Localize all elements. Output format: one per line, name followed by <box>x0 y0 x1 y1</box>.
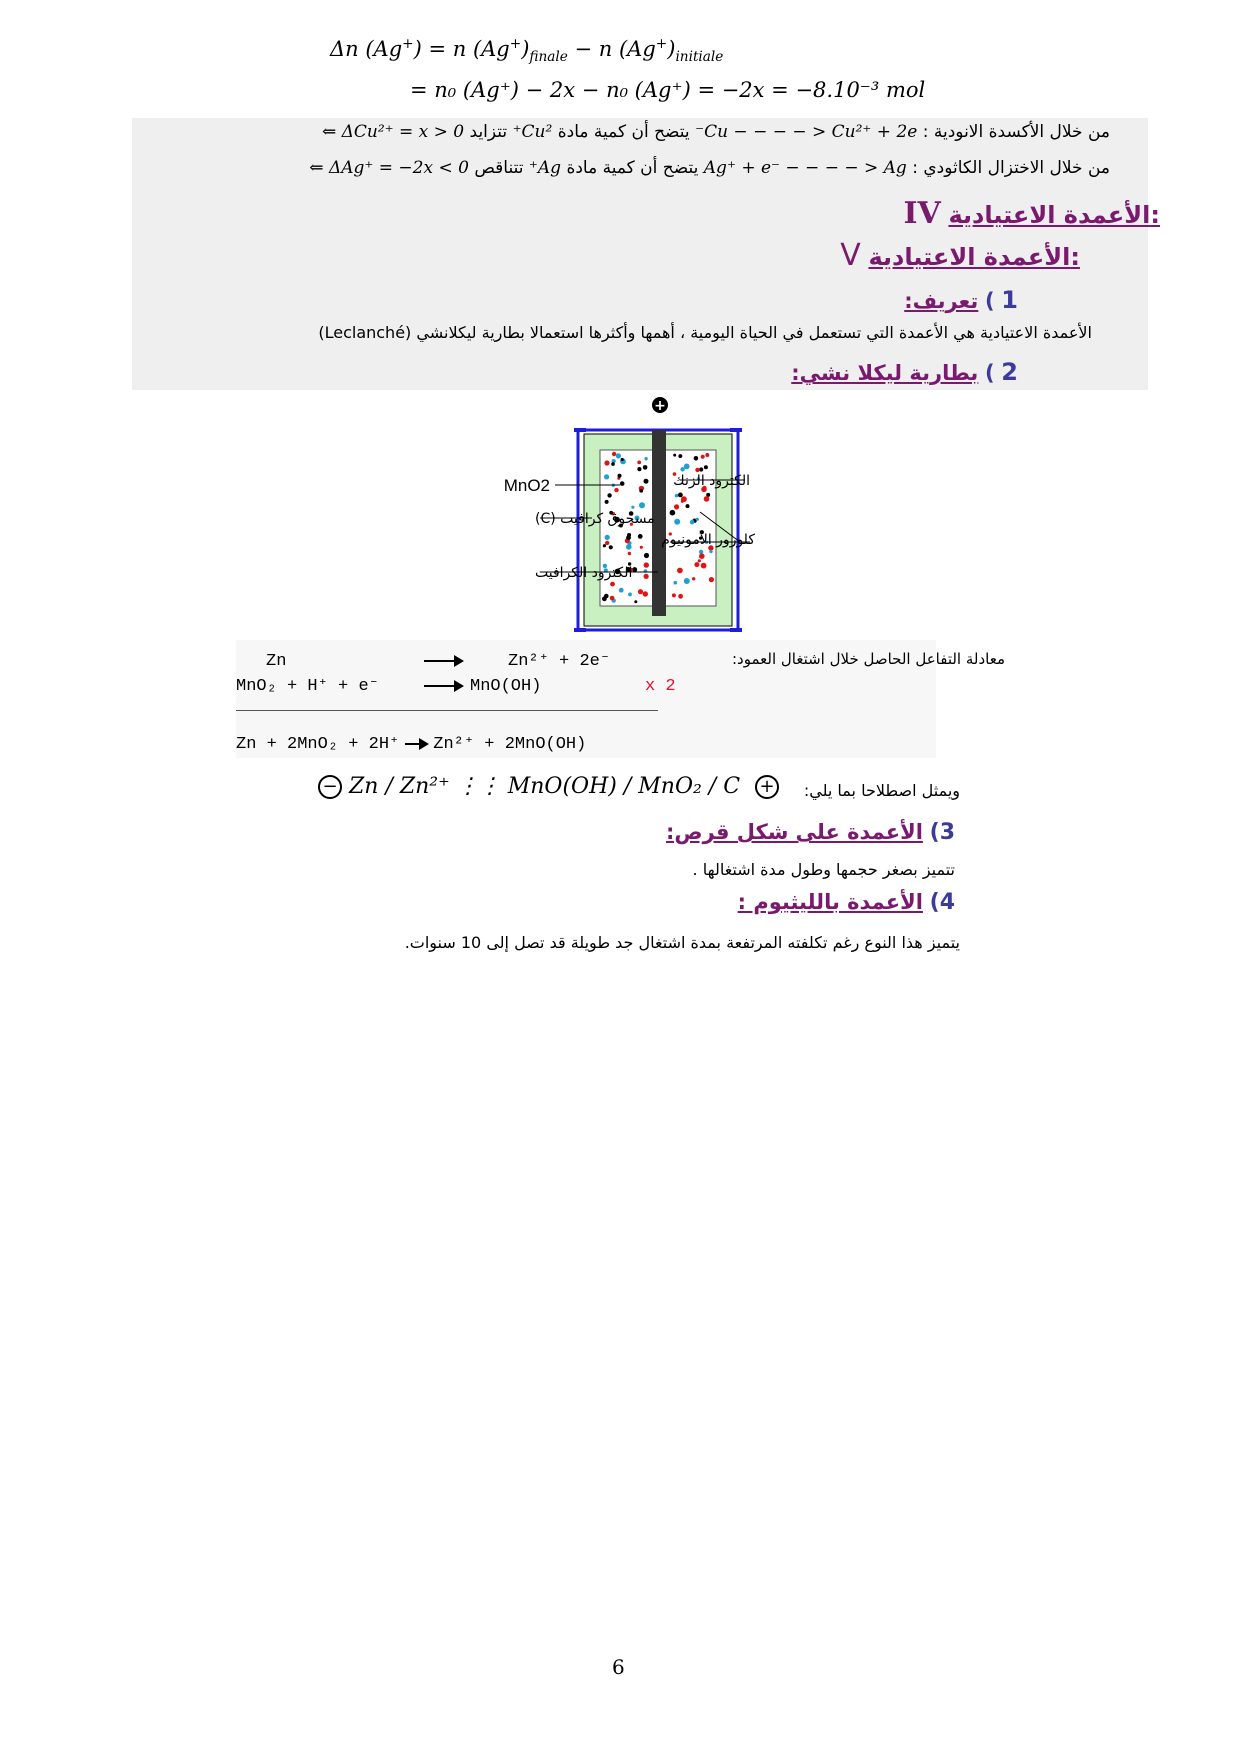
particle <box>628 593 632 597</box>
particle <box>604 474 609 479</box>
total-arrow <box>405 743 427 745</box>
eq2-left: MnO₂ + H⁺ + e⁻ <box>236 677 379 696</box>
delta-n-ag-line1 <box>330 36 723 65</box>
sub2-heading <box>791 358 1018 386</box>
sup-plus: + <box>402 36 414 52</box>
particle <box>626 535 631 540</box>
sub1-num: 1 <box>1001 286 1018 314</box>
total-right: Zn²⁺ + 2MnO(OH) <box>433 735 587 754</box>
particle <box>696 518 699 521</box>
particle <box>640 546 643 549</box>
sub1-title: تعريف: <box>904 289 979 313</box>
particle <box>709 550 712 553</box>
particle <box>602 596 607 601</box>
particle <box>620 481 625 486</box>
particle <box>695 468 699 472</box>
eq2-right: MnO(OH) <box>470 677 542 696</box>
particle <box>638 534 643 539</box>
particle <box>677 568 683 574</box>
particle <box>674 504 679 509</box>
particle <box>705 453 709 457</box>
sub3-text: تتميز بصغر حجمها وطول مدة اشتغالها . <box>692 860 955 879</box>
particle <box>621 458 624 461</box>
particle <box>690 520 695 525</box>
particle <box>639 502 645 508</box>
plus-terminal-label: + <box>654 398 666 414</box>
sup-plus: + <box>655 36 668 52</box>
page-number: 6 <box>612 1655 625 1679</box>
total-left: Zn + 2MnO₂ + 2H⁺ <box>236 735 400 754</box>
section-v-heading <box>840 238 1080 273</box>
eq1-left: Zn <box>266 652 287 671</box>
particle <box>634 600 637 603</box>
casing-corner <box>574 428 586 432</box>
particle <box>644 553 649 558</box>
label-ammonium-chloride: كلورور الأمونيوم <box>661 532 755 548</box>
sub1-paren: ) <box>985 289 995 313</box>
plus-circle-icon: + <box>755 775 779 799</box>
label-zinc-electrode: الكترود الزنك <box>673 473 750 489</box>
particle <box>694 456 699 461</box>
oxidation-line <box>322 122 1110 142</box>
particle <box>684 464 690 470</box>
sub3-num-text: 3 <box>939 820 955 845</box>
label-graphite-electrode: الكترود الكرافيت <box>535 565 633 581</box>
sub2-title: بطارية ليكلا نشي: <box>791 361 979 385</box>
line1-part: ) <box>667 37 676 62</box>
particle <box>678 493 683 498</box>
eq1-arrow <box>424 660 462 662</box>
line1-part: ) = n (Ag <box>413 37 510 62</box>
sub4-num: 4) <box>929 890 955 915</box>
battery-svg <box>330 392 930 682</box>
sub3-num: 3) <box>929 820 955 845</box>
sub4-text: يتميز هذا النوع رغم تكلفته المرتفعة بمدة اشتغال جد طويلة قد تصل إلى 10 سنوات. <box>404 933 960 952</box>
particle <box>678 455 681 458</box>
particle <box>637 461 641 465</box>
sup-plus: + <box>509 36 522 52</box>
oxidation-reaction: Cu − − − − > Cu²⁺ + 2e⁻ <box>695 122 918 142</box>
particle <box>616 453 621 458</box>
section-iv-title: الأعمدة الاعتيادية: <box>948 201 1160 229</box>
reduction-label2: يتضح أن كمية مادة <box>566 158 699 178</box>
particle <box>701 563 707 569</box>
definition-text: الأعمدة الاعتيادية هي الأعمدة التي تستعمل في الحياة اليومية ، أهمها وأكثرها استعمالا بطارية ليكلانشي (Leclanché) <box>318 323 1092 342</box>
section-iv-heading <box>903 196 1160 231</box>
particle <box>603 544 606 547</box>
oxidation-result: ΔCu²⁺ = x > 0 ⇐ <box>321 122 465 142</box>
particle <box>644 457 647 460</box>
particle <box>674 581 678 585</box>
particle <box>684 578 690 584</box>
particle <box>698 559 701 562</box>
casing-corner <box>730 628 742 632</box>
particle <box>699 467 703 471</box>
particle <box>686 504 690 508</box>
casing-corner <box>730 428 742 432</box>
equation-total <box>236 733 586 754</box>
label-mno2: MnO2 <box>503 476 550 495</box>
particle <box>678 594 683 599</box>
particle <box>628 552 631 555</box>
oxidation-species: Cu²⁺ <box>512 122 553 142</box>
section-v-title: الأعمدة الاعتيادية: <box>868 243 1080 271</box>
particle <box>610 596 615 601</box>
particle <box>611 462 615 466</box>
sub2-num: 2 <box>1001 358 1018 386</box>
particle <box>607 493 611 497</box>
reduction-label3: تتناقص <box>474 158 524 178</box>
label-graphite-powder: مسحوق كرافيت (C) <box>535 511 655 527</box>
particle <box>619 588 624 593</box>
equation-intro: معادلة التفاعل الحاصل خلال اشتغال العمود: <box>731 650 1005 668</box>
particle <box>672 593 676 597</box>
reduction-result: ΔAg⁺ = −2x < 0 ⇐ <box>309 158 469 178</box>
particle <box>704 465 708 469</box>
sub4-title: الأعمدة بالليثيوم : <box>737 890 923 914</box>
particle <box>614 488 618 492</box>
particle <box>692 577 695 580</box>
line1-part: Δn (Ag <box>330 37 403 62</box>
eq2-factor: x 2 <box>645 677 676 696</box>
eq1-right: Zn²⁺ + 2e⁻ <box>508 652 611 671</box>
equation-2 <box>236 675 676 696</box>
sub4-num-text: 4 <box>939 890 955 915</box>
line1-part: − n (Ag <box>567 37 656 62</box>
equation-divider <box>236 710 658 711</box>
minus-circle-icon: − <box>318 775 342 799</box>
notation-line <box>318 774 779 799</box>
particle <box>604 460 609 465</box>
oxidation-label: من خلال الأكسدة الانودية : <box>922 122 1110 142</box>
particle <box>681 500 684 503</box>
sub3-heading <box>666 820 955 845</box>
particle <box>701 455 705 459</box>
particle <box>670 510 676 516</box>
particle <box>643 591 648 596</box>
notation-formula: Zn / Zn²⁺ ⋮⋮ MnO(OH) / MnO₂ / C <box>349 774 741 799</box>
delta-n-ag-line2: = n₀ (Ag⁺) − 2x − n₀ (Ag⁺) = −2x = −8.10⁻³ mol <box>410 78 926 102</box>
reduction-species: Ag⁺ <box>528 158 562 178</box>
particle <box>605 535 610 540</box>
sub3-title: الأعمدة على شكل قرص: <box>665 820 923 844</box>
line1-part: ) <box>521 37 530 62</box>
particle <box>674 519 680 525</box>
particle <box>644 562 649 567</box>
particle <box>631 506 634 509</box>
casing-corner <box>574 628 586 632</box>
oxidation-label2: يتضح أن كمية مادة <box>557 122 690 142</box>
particle <box>612 452 616 456</box>
initiale-sub: initiale <box>675 48 724 65</box>
sub2-paren: ) <box>985 361 995 385</box>
sub4-heading <box>738 890 955 915</box>
finale-sub: finale <box>529 48 568 65</box>
sub1-heading <box>904 286 1018 314</box>
particle <box>699 553 705 559</box>
particle <box>605 500 609 504</box>
particle <box>618 474 622 478</box>
section-iv-roman: IV <box>903 196 941 231</box>
reduction-label: من خلال الاختزال الكاثودي : <box>912 158 1110 178</box>
notation-intro: ويمثل اصطلاحا بما يلي: <box>803 781 960 800</box>
particle <box>704 496 710 502</box>
particle <box>609 545 613 549</box>
particle <box>610 582 615 587</box>
particle <box>675 494 679 498</box>
particle <box>694 562 699 567</box>
particle <box>639 489 643 493</box>
particle <box>638 589 643 594</box>
reduction-reaction: Ag⁺ + e⁻ − − − − > Ag <box>703 158 907 178</box>
equation-1 <box>266 650 610 671</box>
particle <box>637 467 641 471</box>
reduction-line <box>309 158 1110 178</box>
particle <box>643 465 648 470</box>
particle <box>644 479 649 484</box>
oxidation-label3: تتزايد <box>469 122 508 142</box>
particle <box>626 544 632 550</box>
section-v-roman: V <box>840 238 861 273</box>
particle <box>605 541 609 545</box>
leclanche-diagram <box>330 392 930 682</box>
particle <box>673 454 676 457</box>
particle <box>644 574 649 579</box>
particle <box>709 577 714 582</box>
eq2-arrow <box>424 685 462 687</box>
